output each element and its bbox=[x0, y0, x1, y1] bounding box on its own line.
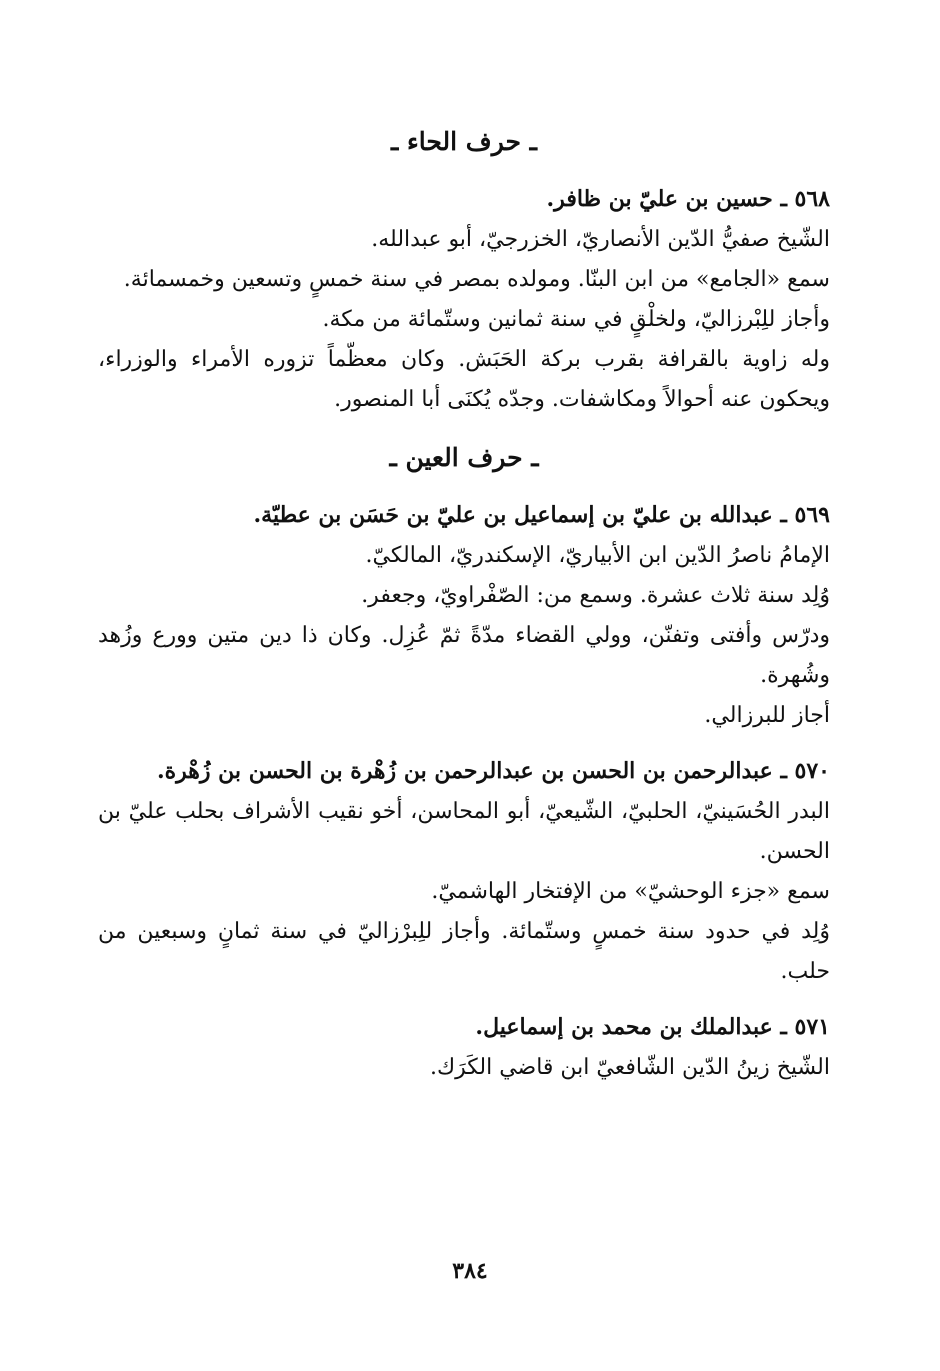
entry-line: الشّيخ صفيُّ الدّين الأنصاريّ، الخزرجيّ، أبو عبدالله. bbox=[371, 227, 830, 252]
entry-title: ٥٧٠ ـ عبدالرحمن بن الحسن بن عبدالرحمن بن زُهْرة بن الحسن بن زُهْرة. bbox=[156, 758, 830, 784]
entry-568 bbox=[98, 178, 830, 420]
entry-line: سمع «الجامع» من ابن البنّا. ومولده بمصر في سنة خمسٍ وتسعين وخمسمائة. bbox=[123, 267, 830, 292]
section-heading: ـ حرف الحاء ـ bbox=[391, 127, 537, 156]
entry-line: وأجاز للِبْرزاليّ، ولخلْقٍ في سنة ثمانين وستّمائة من مكة. bbox=[322, 307, 830, 332]
entry-571 bbox=[98, 1006, 830, 1088]
section-ha bbox=[98, 118, 830, 420]
entry-line: وله زاوية بالقرافة بقرب بركة الحَبَش. وكان معظّماً تزوره الأمراء والوزراء، ويحكون عنه أحوالاً ومكاشفات. وجدّه يُكنَى أبا المنصور. bbox=[98, 347, 830, 412]
entry-title: ٥٦٨ ـ حسين بن عليّ بن ظافر. bbox=[546, 186, 830, 212]
entry-line: البدر الحُسَينيّ، الحلبيّ، الشّيعيّ، أبو المحاسن، أخو نقيب الأشراف بحلب عليّ بن الحسن. bbox=[98, 799, 830, 864]
section-ain bbox=[98, 434, 830, 1088]
entry-569 bbox=[98, 494, 830, 736]
entry-line: سمع «جزء الوحشيّ» من الإفتخار الهاشميّ. bbox=[431, 879, 830, 904]
entry-line: وُلِد سنة ثلاث عشرة. وسمع من: الصّفْراويّ، وجعفر. bbox=[361, 583, 830, 608]
entry-line: وُلِد في حدود سنة خمسٍ وستّمائة. وأجاز للِبرْزاليّ في سنة ثمانٍ وسبعين من حلب. bbox=[98, 919, 830, 984]
entry-line: الشّيخ زينُ الدّين الشّافعيّ ابن قاضي الكَرَك. bbox=[429, 1055, 830, 1080]
entry-line: الإمامُ ناصرُ الدّين ابن الأبياريّ، الإسكندريّ، المالكيّ. bbox=[365, 543, 830, 568]
entry-title: ٥٦٩ ـ عبدالله بن عليّ بن إسماعيل بن عليّ بن حَسَن بن عطيّة. bbox=[253, 502, 830, 528]
entry-title: ٥٧١ ـ عبدالملك بن محمد بن إسماعيل. bbox=[475, 1014, 830, 1040]
entry-line: ودرّس وأفتى وتفنّن، وولي القضاء مدّةً ثمّ عُزِل. وكان ذا دين متين وورع وزُهد وشُهرة. bbox=[98, 623, 830, 688]
section-heading: ـ حرف العين ـ bbox=[389, 443, 539, 472]
entry-line: أجاز للبرزالي. bbox=[704, 703, 830, 728]
page-number: ٣٨٤ bbox=[452, 1258, 488, 1284]
entry-570 bbox=[98, 750, 830, 992]
